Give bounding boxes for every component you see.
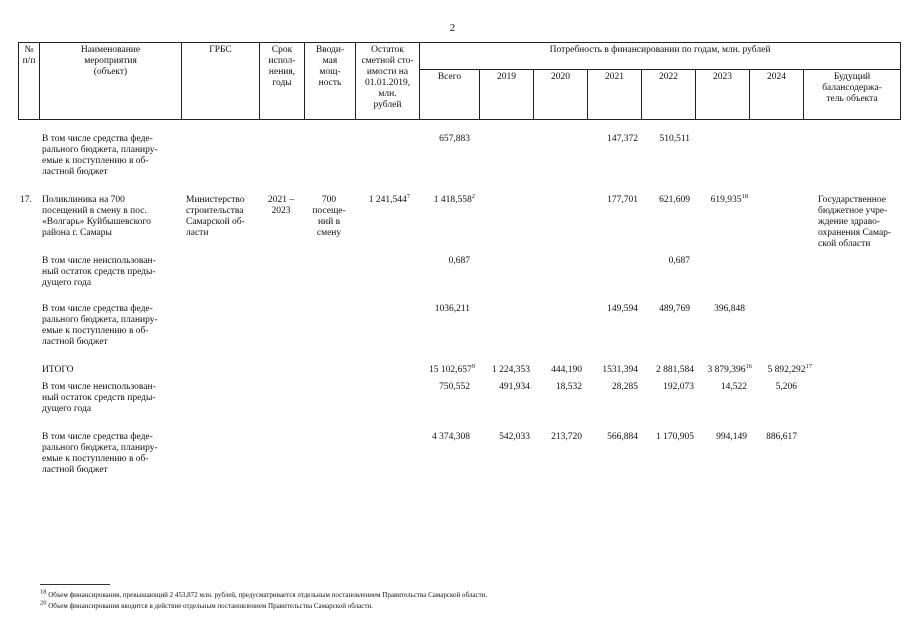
header-capacity: Вводи- мая мощ- ность [305, 43, 356, 120]
cell-2019: 491,934 [499, 382, 530, 392]
row-grbs: Министерство строительства Самарской об- ласти [186, 195, 245, 238]
header-year: 2023 [696, 70, 750, 120]
row-name: Поликлиника на 700 посещений в смену в пос. «Волгарь» Куйбышевского района г. Самары [42, 195, 151, 238]
cell-2021: 1531,394 [602, 365, 638, 375]
row-name: В том числе неиспользован- ный остаток средств преды- дущего года [42, 382, 156, 414]
header-holder: Будущий балансодержа- тель объекта [804, 70, 901, 120]
header-term: Срок испол- нения, годы [260, 43, 305, 120]
cell-2022: 192,073 [663, 382, 694, 392]
cell-2020: 213,720 [551, 432, 582, 442]
cell-2023: 3 879,396$^{16}$ [707, 362, 752, 375]
cell-2022: 2 881,584 [656, 365, 694, 375]
cell-total: 750,552 [439, 382, 470, 392]
cell-2021: 149,594 [607, 304, 638, 314]
cell-total: 657,883 [439, 134, 470, 144]
cell-2022: 621,609 [659, 195, 690, 205]
cell-2024: 5,206 [775, 382, 797, 392]
cell-2024: 5 892,292$^{17}$ [767, 362, 812, 375]
cell-total: 1036,211 [434, 304, 470, 314]
cell-total: 0,687 [448, 256, 470, 266]
cell-2022: 489,769 [659, 304, 690, 314]
header-name: Наименование мероприятия (объект) [40, 43, 182, 120]
header-year: 2021 [588, 70, 642, 120]
row-name-total: ИТОГО [42, 365, 74, 375]
row-number: 17. [20, 195, 32, 205]
row-name: В том числе средства феде- рального бюджета, планиру- емые к поступлению в об- ластной бюджет [42, 134, 158, 177]
cell-2019: 542,033 [499, 432, 530, 442]
row-holder: Государственное бюджетное учре- ждение здраво- охранения Самар- ской области [818, 195, 892, 249]
cell-total: 4 374,308 [432, 432, 470, 442]
footnote-divider [40, 584, 110, 585]
header-need: Потребность в финансировании по годам, млн. рублей [420, 43, 901, 70]
footnote: $^{18}$ Объем финансирования, превышающий 2 453,872 млн. рублей, предусматривается отдельным постановлением Правительства Самарской области. [40, 588, 488, 599]
cell-total: 15 102,657$^9$ [429, 362, 475, 375]
header-year: 2022 [642, 70, 696, 120]
cell-2023: 14,522 [720, 382, 747, 392]
cell-2024: 886,617 [766, 432, 797, 442]
cell-total: 1 418,558$^2$ [433, 192, 475, 205]
page-number: 2 [449, 22, 456, 34]
cell-2021: 566,884 [607, 432, 638, 442]
cell-2023: 994,149 [716, 432, 747, 442]
cell-2023: 396,848 [714, 304, 745, 314]
cell-2020: 18,532 [555, 382, 582, 392]
header-total: Всего [420, 70, 480, 120]
cell-2022: 0,687 [668, 256, 690, 266]
cell-2021: 28,285 [611, 382, 638, 392]
cell-2022: 1 170,905 [656, 432, 694, 442]
row-name: В том числе средства феде- рального бюджета, планиру- емые к поступлению в об- ластной бюджет [42, 304, 158, 347]
cell-2021: 147,372 [607, 134, 638, 144]
cell-remainder: 1 241,544$^7$ [368, 192, 410, 205]
cell-2022: 510,511 [659, 134, 690, 144]
header-num: № п/п [19, 43, 40, 120]
footnote: $^{20}$ Объем финансирования вводится в действие отдельным постановлением Правительства Самарской области. [40, 599, 373, 610]
cell-2020: 444,190 [551, 365, 582, 375]
header-year: 2020 [534, 70, 588, 120]
header-grbs: ГРБС [182, 43, 260, 120]
row-name: В том числе неиспользован- ный остаток средств преды- дущего года [42, 256, 156, 288]
row-capacity: 700 посеще- ний в смену [312, 195, 346, 238]
header-year: 2019 [480, 70, 534, 120]
header-year: 2024 [750, 70, 804, 120]
header-remainder: Остаток сметной сто- имости на 01.01.2019, млн. рублей [356, 43, 420, 120]
cell-2021: 177,701 [607, 195, 638, 205]
row-term: 2021 – 2023 [267, 195, 295, 216]
cell-2019: 1 224,353 [492, 365, 530, 375]
row-name: В том числе средства феде- рального бюджета, планиру- емые к поступлению в об- ластной бюджет [42, 432, 158, 475]
cell-2023: 619,935$^{18}$ [710, 192, 748, 205]
